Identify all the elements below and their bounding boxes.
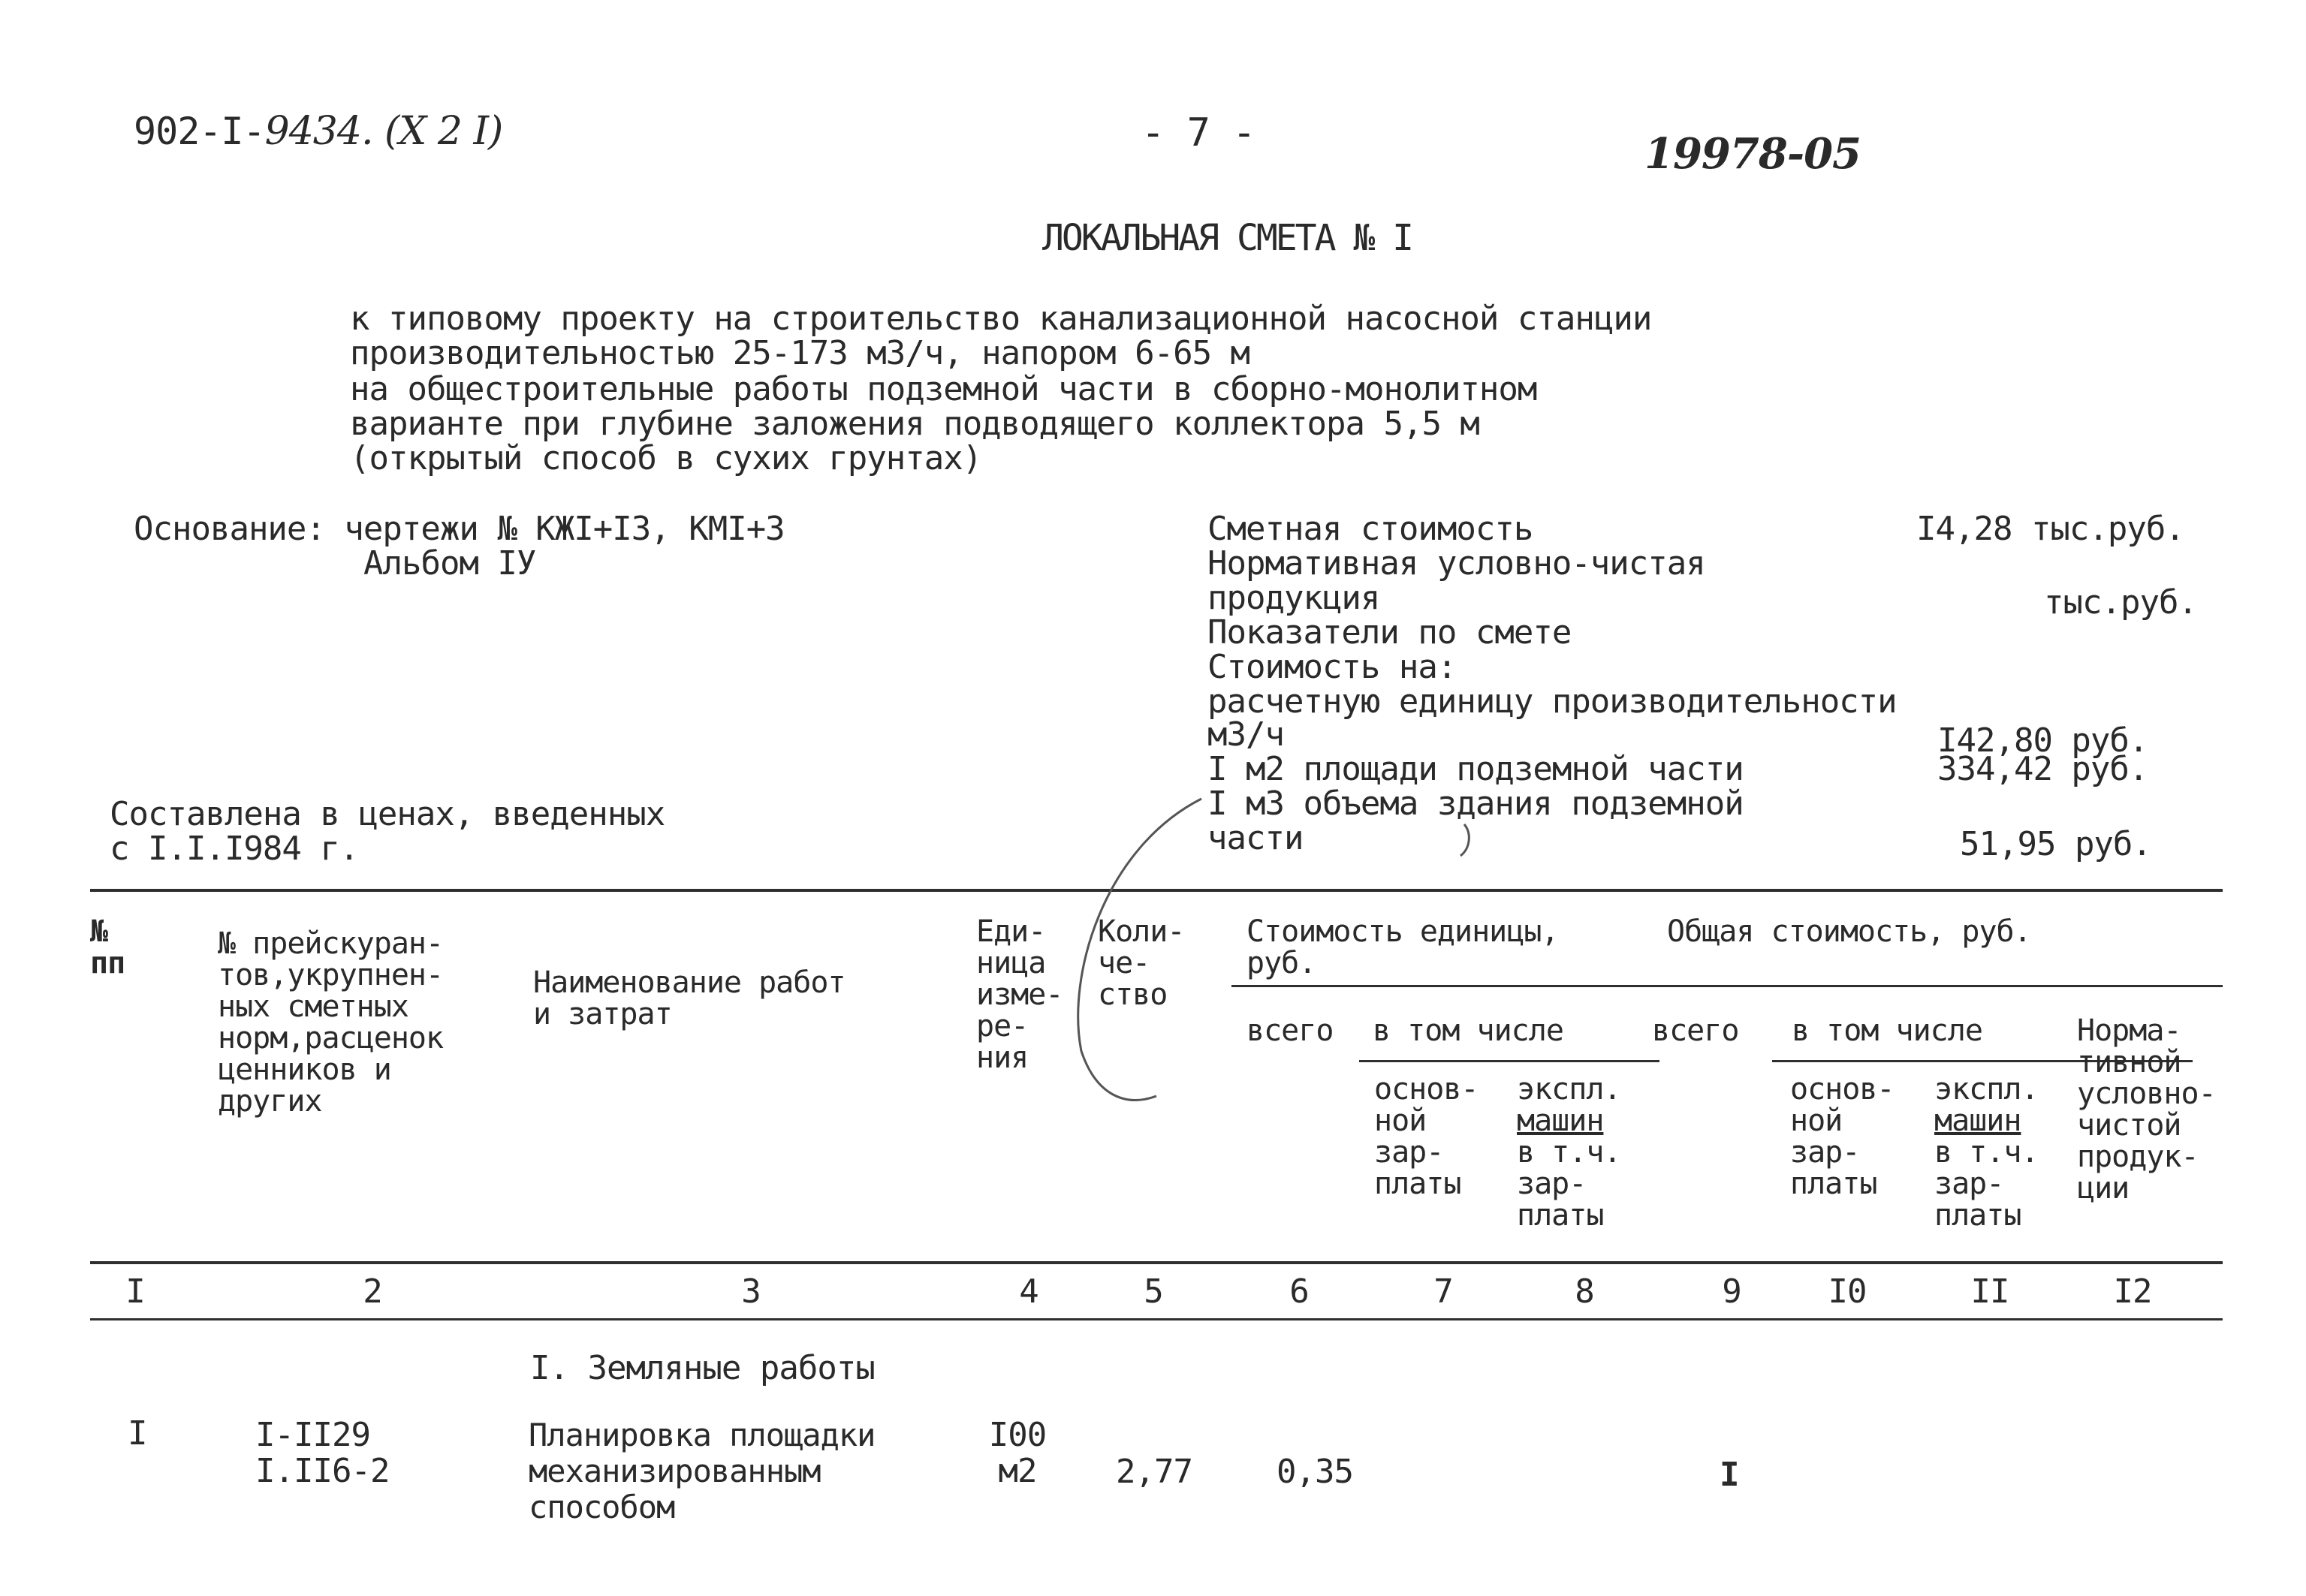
col-header-pricelist: № прейскуран- тов,укрупнен- ных сметных норм,расценок ценников и других	[218, 926, 444, 1119]
column-number: 5	[1144, 1272, 1163, 1311]
column-number: I0	[1828, 1272, 1867, 1311]
col-header-machines-2	[1934, 1074, 2039, 1231]
machines-pay-label: в т.ч. зар- платы	[1934, 1135, 2039, 1233]
table-top-rule	[90, 889, 2223, 892]
col-header-work-name: Наименование работ и затрат	[533, 965, 846, 1031]
row-unit: I00 м2	[988, 1416, 1047, 1490]
normative-label: Нормативная условно-чистая	[1207, 544, 1705, 583]
per-unit-value: I42,80 руб.	[1937, 721, 2148, 760]
header-bottom-rule	[90, 1261, 2223, 1264]
col-header-unit: Еди- ница изме- ре- ния	[976, 914, 1063, 1075]
per-unit-label: м3/ч	[1207, 715, 1284, 754]
row-work-name: Планировка площадки механизированным способом	[529, 1417, 876, 1525]
per-m3-value: 51,95 руб.	[1960, 825, 2151, 863]
page-number: - 7 -	[1141, 110, 1255, 155]
col-header-incl-2: в том числе	[1792, 1013, 1982, 1048]
machines-label: экспл.	[1934, 1072, 2039, 1107]
column-numbers-rule	[90, 1318, 2223, 1320]
col-header-total-cost: Общая стоимость, руб.	[1667, 914, 2031, 949]
row-unit-total: 0,35	[1277, 1453, 1353, 1491]
per-m2-value: 334,42 руб.	[1937, 750, 2148, 788]
estimated-cost-label: Сметная стоимость	[1207, 510, 1533, 548]
intro-line: производительностью 25-173 м3/ч, напором 6-65 м	[350, 334, 1250, 372]
col-header-incl-1: в том числе	[1373, 1013, 1563, 1048]
incl-subrule-1	[1359, 1060, 1659, 1062]
col-header-quantity: Коли- че- ство	[1098, 914, 1185, 1012]
indicators-label: Показатели по смете	[1207, 613, 1572, 652]
row-code: I-II29 I.II6-2	[255, 1416, 390, 1490]
basis-label: Основание: чертежи № КЖI+I3, КМI+3	[134, 510, 785, 548]
per-m2-label: I м2 площади подземной части	[1207, 750, 1744, 788]
col-header-base-pay-1: основ- ной зар- платы	[1374, 1072, 1479, 1201]
col-header-normative: Норма- тивной условно- чистой продук- ции	[2077, 1013, 2216, 1206]
column-number: 2	[363, 1272, 382, 1311]
col-header-machines-1	[1517, 1074, 1621, 1231]
per-unit-label: расчетную единицу производительности	[1207, 682, 1897, 721]
archive-number: 19978-05	[1644, 129, 1861, 179]
intro-line: к типовому проекту на строительство канализационной насосной станции	[350, 300, 1652, 338]
intro-line: на общестроительные работы подземной части в сборно-монолитном	[350, 370, 1537, 408]
column-number: I2	[2113, 1272, 2152, 1311]
intro-line: (открытый способ в сухих грунтах)	[350, 439, 982, 477]
document-code	[134, 109, 503, 154]
col-header-unit-cost: Стоимость единицы, руб.	[1246, 914, 1559, 980]
col-header-total-1: всего	[1246, 1013, 1334, 1048]
column-number: II	[1970, 1272, 2009, 1311]
column-number: 8	[1575, 1272, 1594, 1311]
document-code-printed: 902-I-	[134, 110, 265, 153]
row-number: I	[128, 1414, 147, 1453]
column-number: 6	[1289, 1272, 1309, 1311]
intro-line: варианте при глубине заложения подводящего коллектора 5,5 м	[350, 405, 1479, 443]
per-m3-label: I м3 объема здания подземной	[1207, 784, 1744, 823]
col-header-number: № пп	[90, 914, 125, 980]
per-m3-label: части	[1207, 819, 1304, 857]
prices-line: Составлена в ценах, введенных	[110, 795, 665, 833]
normative-value: тыс.руб.	[2044, 583, 2197, 622]
row-quantity: 2,77	[1116, 1453, 1192, 1491]
machines-label-underlined: машин	[1934, 1104, 2021, 1138]
normative-label: продукция	[1207, 579, 1380, 617]
column-number: I	[125, 1272, 145, 1311]
column-number: 3	[741, 1272, 761, 1311]
section-title: I. Земляные работы	[530, 1349, 875, 1387]
machines-label-underlined: машин	[1517, 1104, 1604, 1138]
machines-pay-label: в т.ч. зар- платы	[1517, 1135, 1621, 1233]
page-title: ЛОКАЛЬНАЯ СМЕТА № I	[1042, 217, 1412, 259]
basis-album: Альбом IУ	[363, 544, 536, 583]
machines-label: экспл.	[1517, 1072, 1621, 1107]
column-number: 9	[1722, 1272, 1741, 1311]
estimated-cost-value: I4,28 тыс.руб.	[1916, 510, 2184, 548]
col-header-total-2: всего	[1652, 1013, 1739, 1048]
column-number: 7	[1433, 1272, 1453, 1311]
col-header-base-pay-2: основ- ной зар- платы	[1790, 1072, 1895, 1201]
prices-line: с I.I.I984 г.	[110, 830, 359, 868]
column-number: 4	[1019, 1272, 1038, 1311]
document-code-handwritten: 9434. (X 2 I)	[264, 109, 503, 154]
row-total: I	[1720, 1456, 1739, 1494]
cost-on-label: Стоимость на:	[1207, 648, 1457, 686]
unit-cost-subrule	[1231, 985, 2223, 987]
